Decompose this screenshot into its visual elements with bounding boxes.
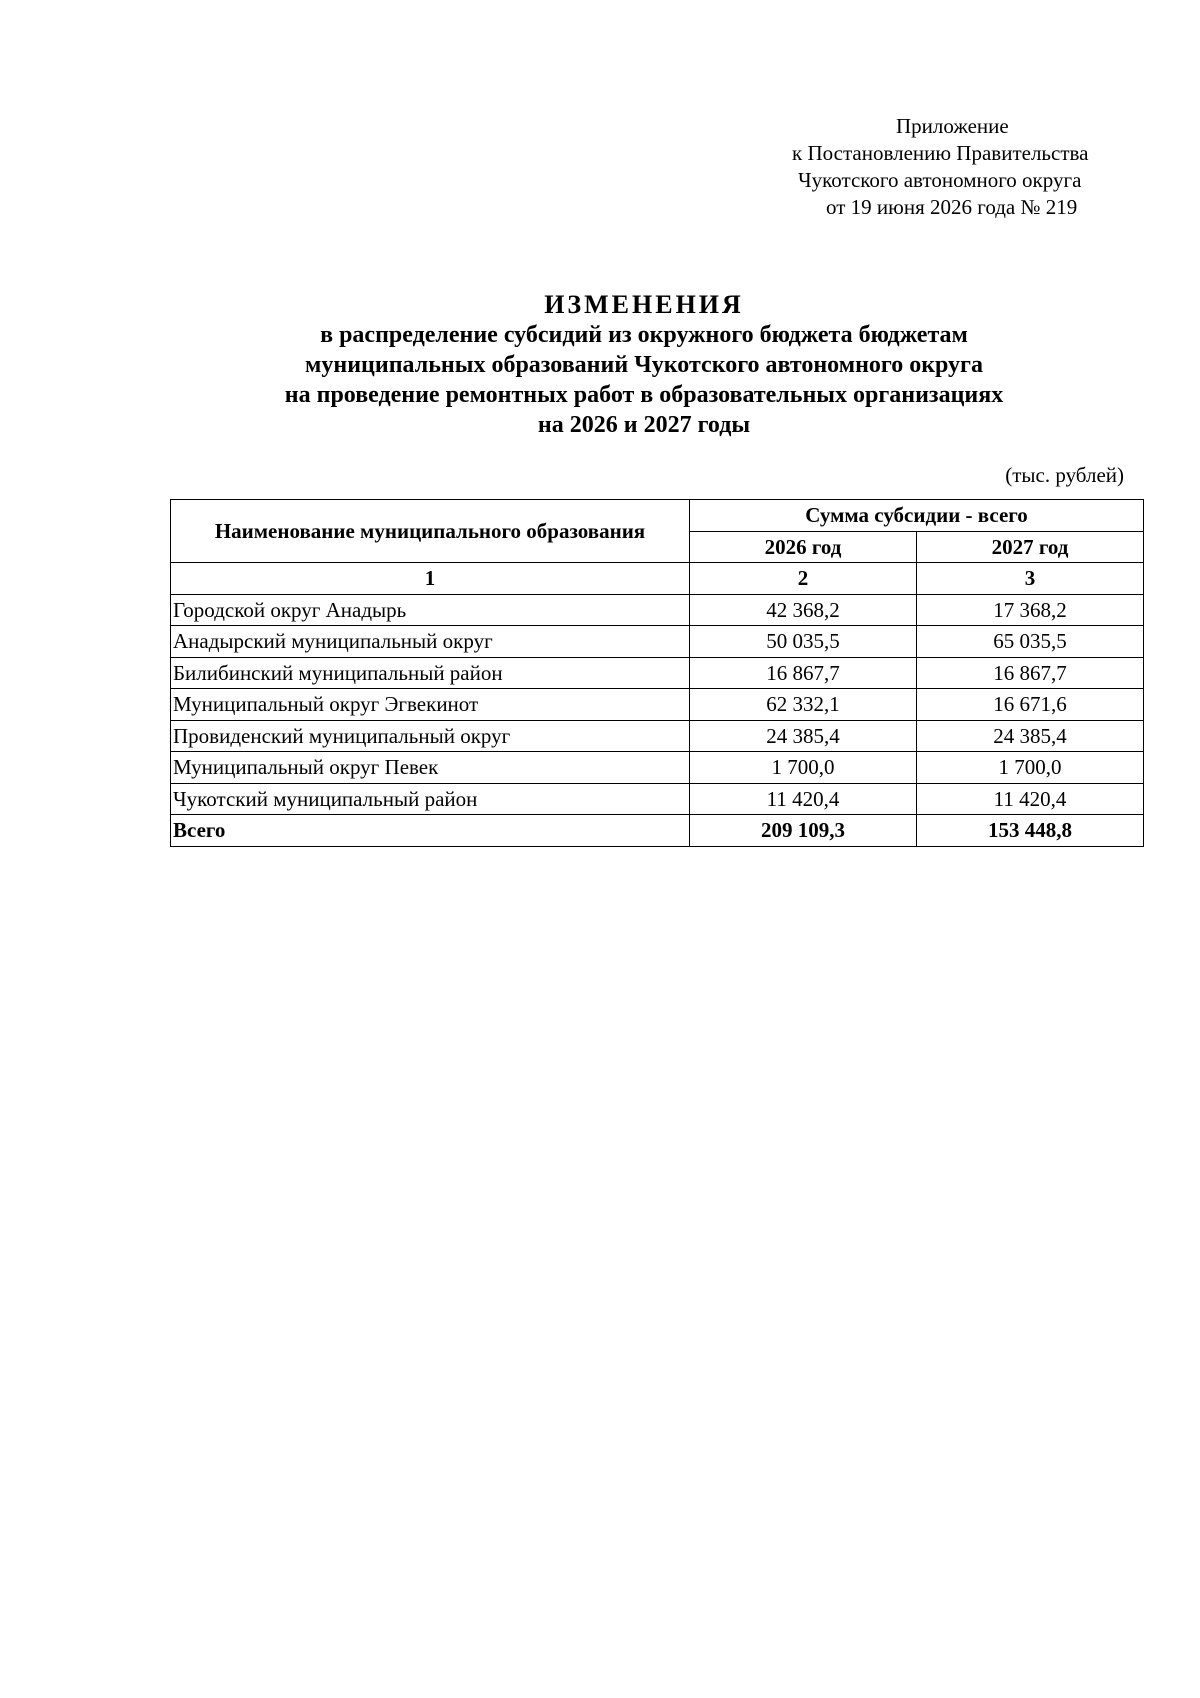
subsidy-table [170, 499, 1144, 847]
total-value-2026: 209 109,3 [690, 815, 917, 847]
row-value-2027: 11 420,4 [917, 783, 1144, 815]
column-numbers-row [171, 563, 1144, 595]
table-row [171, 594, 1144, 626]
appendix-line-1: Приложение [896, 114, 1009, 138]
row-name: Провиденский муниципальный округ [171, 720, 690, 752]
header-year-2027: 2027 год [917, 531, 1144, 563]
row-value-2027: 16 671,6 [917, 689, 1144, 721]
row-name: Анадырский муниципальный округ [171, 626, 690, 658]
total-row [171, 815, 1144, 847]
row-value-2026: 62 332,1 [690, 689, 917, 721]
row-value-2027: 17 368,2 [917, 594, 1144, 626]
title-line-1: в распределение субсидий из окружного бюджета бюджетам [320, 322, 968, 348]
row-name: Муниципальный округ Певек [171, 752, 690, 784]
row-value-2026: 16 867,7 [690, 657, 917, 689]
total-value-2027: 153 448,8 [917, 815, 1144, 847]
table-row [171, 689, 1144, 721]
row-value-2027: 1 700,0 [917, 752, 1144, 784]
title-line-4: на 2026 и 2027 годы [537, 412, 751, 438]
row-name: Городской округ Анадырь [171, 594, 690, 626]
header-sum: Сумма субсидии - всего [690, 500, 1144, 532]
header-row [171, 500, 1144, 532]
column-number-2: 2 [690, 563, 917, 595]
row-value-2026: 42 368,2 [690, 594, 917, 626]
row-value-2026: 11 420,4 [690, 783, 917, 815]
table-row [171, 626, 1144, 658]
table-row [171, 720, 1144, 752]
total-label: Всего [171, 815, 690, 847]
row-value-2027: 16 867,7 [917, 657, 1144, 689]
header-year-2026: 2026 год [690, 531, 917, 563]
document-title [120, 290, 1168, 440]
appendix-line-2: к Постановлению Правительства [792, 141, 1089, 165]
row-value-2027: 65 035,5 [917, 626, 1144, 658]
row-value-2026: 24 385,4 [690, 720, 917, 752]
row-value-2026: 1 700,0 [690, 752, 917, 784]
title-line-2: муниципальных образований Чукотского автономного округа [305, 352, 983, 378]
column-number-1: 1 [171, 563, 690, 595]
appendix-block [760, 113, 1140, 221]
row-name: Билибинский муниципальный район [171, 657, 690, 689]
units-label: (тыс. рублей) [1005, 463, 1124, 487]
header-name: Наименование муниципального образования [171, 500, 690, 563]
row-value-2026: 50 035,5 [690, 626, 917, 658]
table-row [171, 657, 1144, 689]
table-row [171, 752, 1144, 784]
appendix-line-4: от 19 июня 2026 года № 219 [826, 195, 1078, 219]
row-name: Чукотский муниципальный район [171, 783, 690, 815]
column-number-3: 3 [917, 563, 1144, 595]
title-line-3: на проведение ремонтных работ в образовательных организациях [284, 382, 1004, 408]
row-name: Муниципальный округ Эгвекинот [171, 689, 690, 721]
appendix-line-3: Чукотского автономного округа [798, 168, 1082, 192]
title-main: ИЗМЕНЕНИЯ [544, 290, 744, 319]
table-row [171, 783, 1144, 815]
row-value-2027: 24 385,4 [917, 720, 1144, 752]
